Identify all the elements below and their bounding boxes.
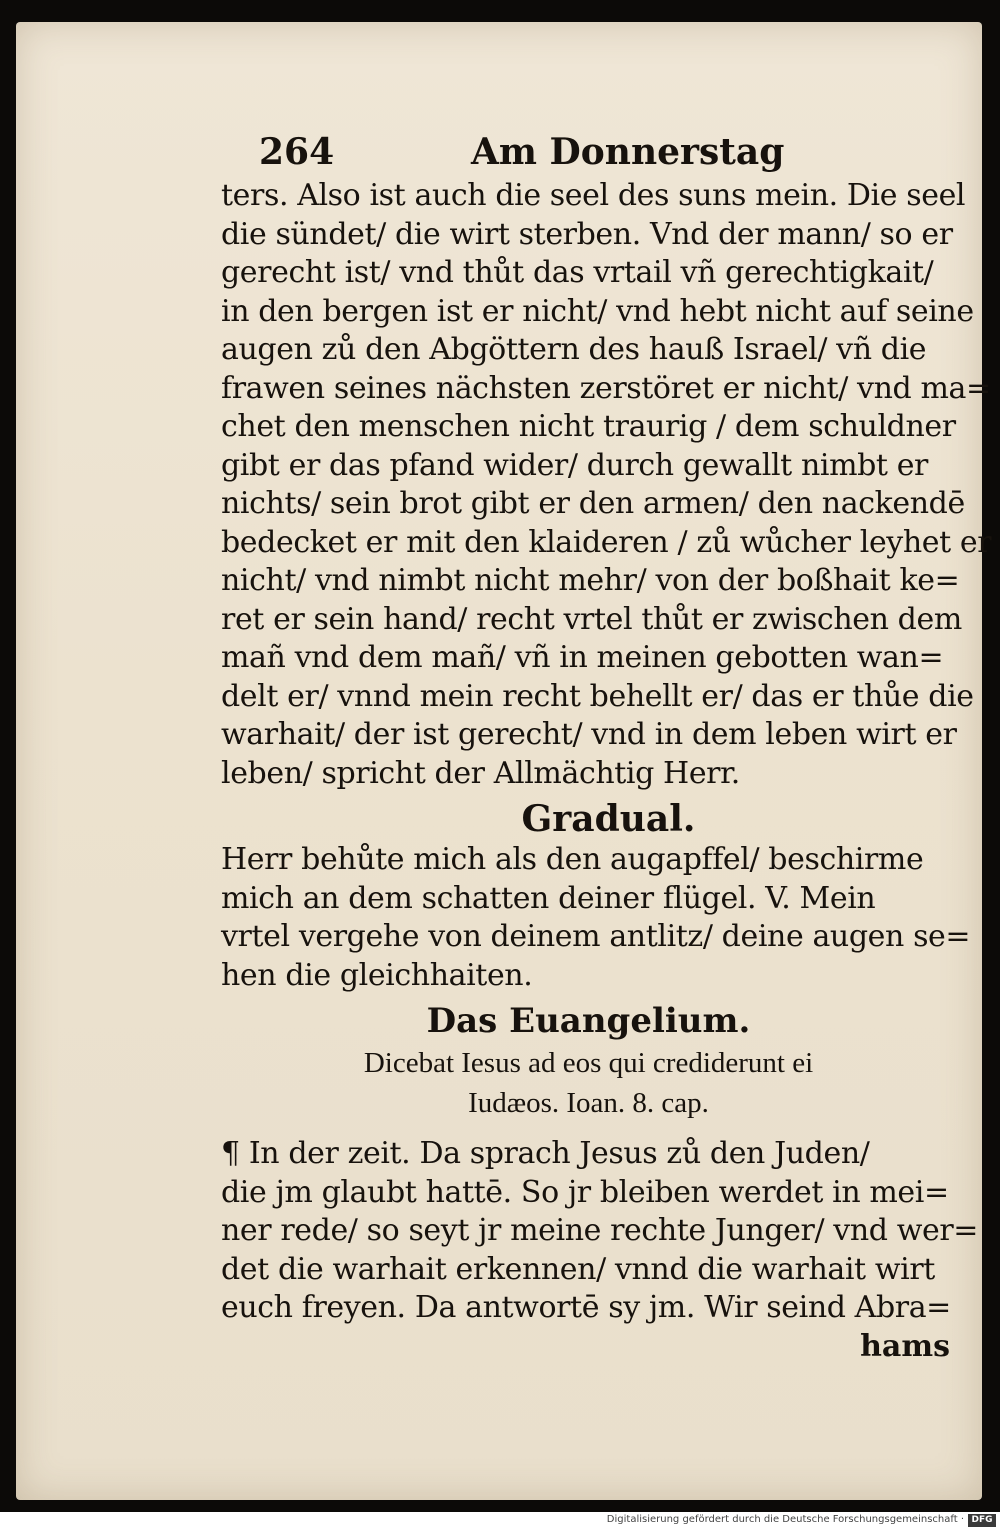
gradual-heading: Gradual. [521,798,696,840]
gospel-latin-incipit [221,1043,956,1123]
text-line: chet den menschen nicht traurig / dem schuldner [221,409,956,444]
gospel-line: euch freyen. Da antwortē sy jm. Wir seind Abra= [221,1290,951,1325]
reading-body [221,177,992,793]
gospel-heading: Das Euangelium. [426,1001,751,1041]
footer-bar [0,1512,1000,1530]
text-line: gibt er das pfand wider/ durch gewallt nimbt er [221,447,929,483]
book-page [16,22,992,1500]
latin-line: Iudæos. Ioan. 8. cap. [468,1087,709,1119]
gradual-line: Herr behůte mich als den augapffel/ beschirme [221,842,924,877]
text-line: gerecht ist/ vnd thůt das vrtail vñ gerechtigkait/ [221,255,934,290]
dfg-logo: DFG [968,1514,996,1527]
page-header [221,117,956,177]
gradual-line: mich an dem schatten deiner flügel. V. Mein [221,880,876,916]
latin-line: Dicebat Iesus ad eos qui crediderunt ei [363,1047,814,1079]
gradual-section [221,841,971,995]
gospel-line: det die warhait erkennen/ vnnd die warhait wirt [221,1251,935,1287]
text-line: leben/ spricht der Allmächtig Herr. [221,755,740,791]
gospel-section [221,1135,979,1328]
text-line: die sündet/ die wirt sterben. Vnd der mann/ so er [221,216,953,252]
text-line: ters. Also ist auch die seel des suns mein. Die seel [221,178,966,213]
running-head: Am Donnerstag [471,131,785,173]
page-number: 264 [259,131,335,173]
catchword: hams [860,1328,950,1364]
text-line: in den bergen ist er nicht/ vnd hebt nicht auf seine [221,293,974,329]
gospel-line: ner rede/ so seyt jr meine rechte Junger/ vnd wer= [221,1213,979,1248]
text-line: delt er/ vnnd mein recht behellt er/ das er thůe die [221,678,974,714]
text-line: mañ vnd dem mañ/ vñ in meinen gebotten wan= [221,640,944,675]
gospel-line: ¶ In der zeit. Da sprach Jesus zů den Juden/ [221,1136,870,1171]
text-line: warhait/ der ist gerecht/ vnd in dem leben wirt er [221,717,957,752]
text-block [221,117,992,1366]
text-line: augen zů den Abgöttern des hauß Israel/ vñ die [221,332,927,367]
gradual-line: hen die gleichhaiten. [221,957,533,993]
gospel-line: die jm glaubt hattē. So jr bleiben werdet in mei= [221,1174,949,1210]
spacer [221,1123,956,1135]
funding-credit: Digitalisierung gefördert durch die Deutsche Forschungsgemeinschaft · [606,1514,964,1525]
text-line: bedecket er mit den klaideren / zů wůcher leyhet er [221,524,992,560]
text-line: nicht/ vnd nimbt nicht mehr/ von der boßhait ke= [221,563,960,598]
text-line: nichts/ sein brot gibt er den armen/ den nackendē [221,486,965,521]
text-line: ret er sein hand/ recht vrtel thůt er zwischen dem [221,601,962,637]
text-line: frawen seines nächsten zerstöret er nicht/ vnd ma= [221,370,991,406]
gradual-line: vrtel vergehe von deinem antlitz/ deine augen se= [221,919,971,954]
